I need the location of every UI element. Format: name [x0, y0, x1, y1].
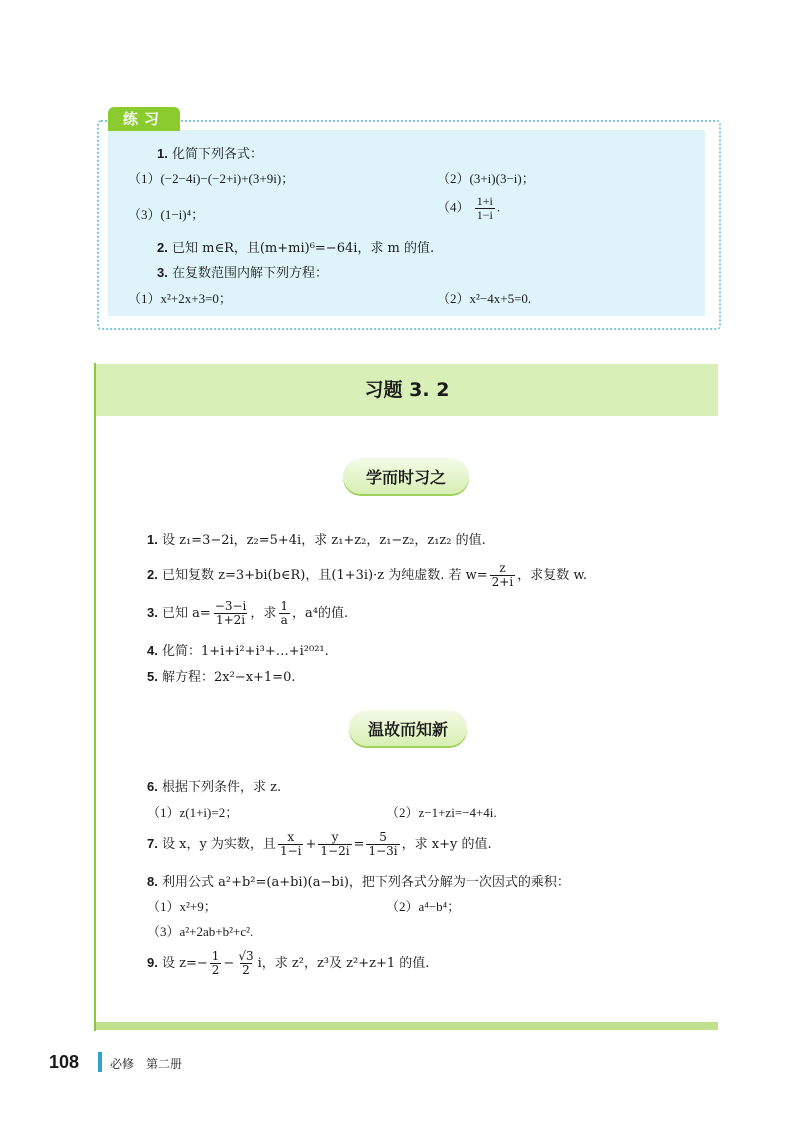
exercise-8-1: （1）x²+9； — [147, 899, 217, 914]
practice-q1-2: （2）(3+i)(3−i)； — [437, 171, 535, 186]
exercise-5: 5. 解方程：2x²−x+1=0. — [147, 669, 296, 685]
exercise-6: 6. 根据下列条件，求 z. — [147, 779, 282, 795]
exercise-8: 8. 利用公式 a²+b²=(a+bi)(a−bi)，把下列各式分解为一次因式的乘积： — [147, 874, 570, 890]
practice-q1-1: （1）(−2−4i)−(−2+i)+(3+9i)； — [128, 171, 295, 186]
fraction: $\frac{y}{1-2i}$ — [320, 830, 350, 858]
exercise-1: 1. 设 z₁=3−2i，z₂=5+4i，求 z₁+z₂，z₁−z₂，z₁z₂ 的值. — [147, 532, 486, 548]
fraction: $\frac{1}{2}$ — [211, 949, 220, 977]
practice-q1-4: （4） $\frac{1+i}{1-i}$ . — [437, 194, 501, 222]
fraction: $\frac{1}{a}$ — [280, 599, 289, 627]
exercise-8-2: （2）a⁴−b⁴； — [386, 899, 461, 914]
fraction: $\frac{z}{2+i}$ — [491, 561, 514, 589]
exercise-2: 2. 已知复数 z=3+bi(b∈R)，且(1+3i)·z 为纯虚数. 若 w= $\frac{z}{2+i}$ ，求复数 w. — [147, 561, 588, 589]
practice-q3-1: （1）x²+2x+3=0； — [128, 291, 232, 306]
exercise-9: 9. 设 z=− $\frac{1}{2}$ − $\frac{√3}{2}$ i，求 z²，z³及 z²+z+1 的值. — [147, 949, 430, 977]
practice-q1-3: （3）(1−i)⁴； — [128, 207, 205, 222]
exercise-8-3: （3）a²+2ab+b²+c². — [147, 924, 254, 939]
fraction: $\frac{5}{1-3i}$ — [368, 830, 398, 858]
fraction: $\frac{x}{1-i}$ — [279, 830, 302, 858]
exercise-bottom-bar — [96, 1022, 718, 1030]
practice-q3-2: （2）x²−4x+5=0. — [437, 291, 532, 306]
page-number-divider — [98, 1052, 102, 1072]
fraction: $\frac{-3-i}{1+2i}$ — [214, 599, 247, 627]
exercise-7: 7. 设 x，y 为实数，且 $\frac{x}{1-i}$ + $\frac{y}{1-2i}$ = $\frac{5}{1-3i}$ ，求 x+y 的值. — [147, 830, 492, 858]
fraction: $\frac{1+i}{1-i}$ — [476, 194, 493, 222]
subheading-1: 学而时习之 — [365, 468, 446, 487]
exercise-title: 习题 3. 2 — [364, 379, 450, 401]
exercise-4: 4. 化简：1+i+i²+i³+…+i²⁰²¹. — [147, 643, 329, 659]
exercise-6-1: （1）z(1+i)=2； — [147, 805, 239, 820]
exercise-6-2: （2）z−1+zi=−4+4i. — [386, 805, 497, 820]
page-number: 108 — [49, 1052, 80, 1072]
practice-q3: 3. 在复数范围内解下列方程： — [157, 265, 328, 281]
practice-q1: 1. 化简下列各式： — [157, 146, 263, 162]
practice-q2: 2. 已知 m∈R，且(m+mi)⁶=−64i，求 m 的值. — [157, 240, 435, 256]
fraction: $\frac{√3}{2}$ — [238, 949, 254, 977]
subheading-2: 温故而知新 — [367, 720, 448, 739]
book-title: 必修 第二册 — [110, 1057, 183, 1071]
practice-tab: 练习 — [108, 107, 180, 131]
exercise-3: 3. 已知 a= $\frac{-3-i}{1+2i}$ ，求 $\frac{1}{a}$ ，a⁴的值. — [147, 599, 349, 627]
